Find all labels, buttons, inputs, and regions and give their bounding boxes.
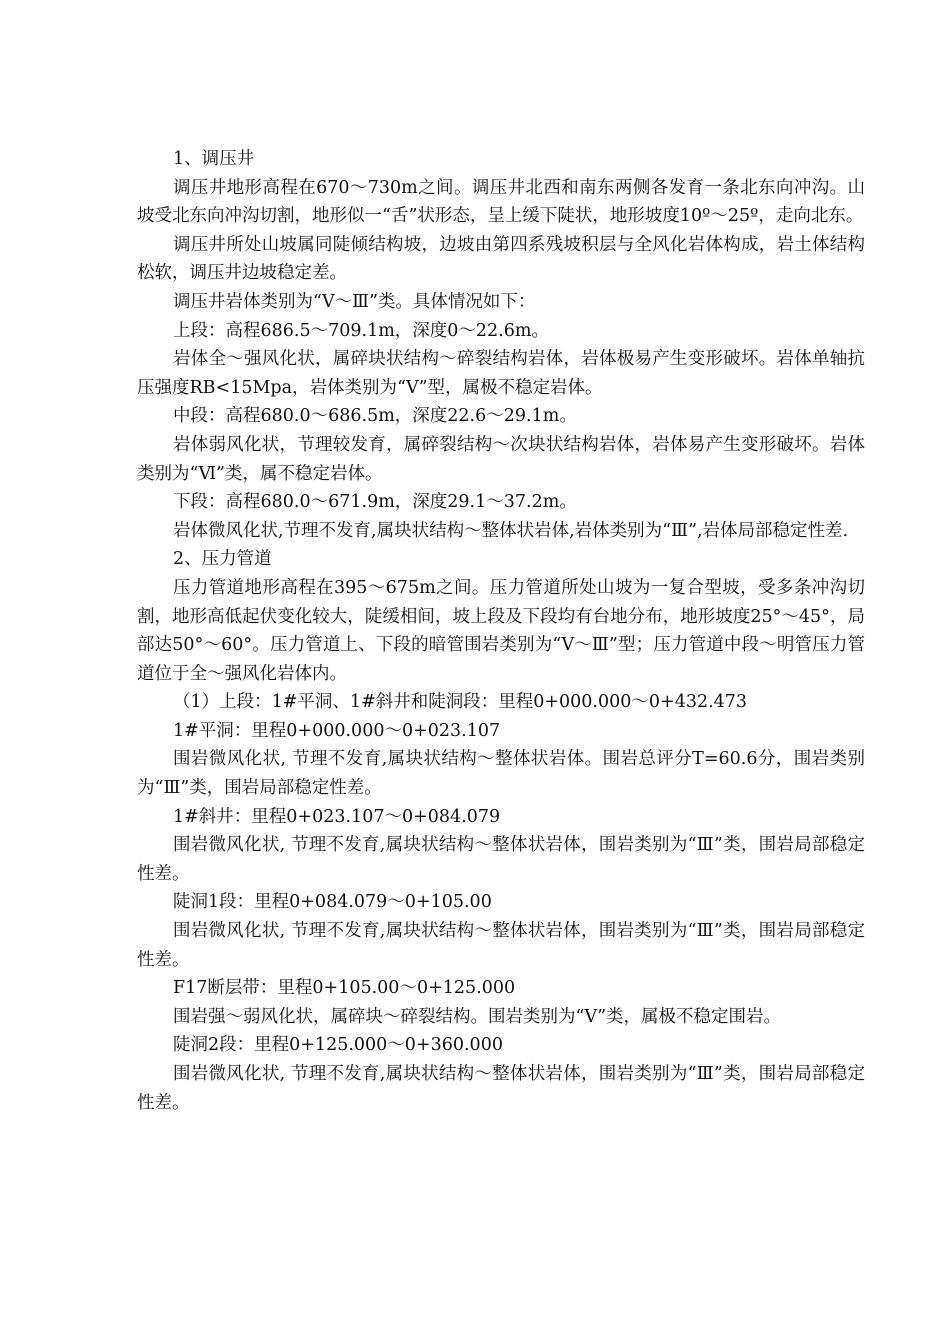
paragraph-lower-segment-desc: 岩体微风化状,节理不发育,属块状结构～整体状岩体,岩体类别为“Ⅲ”,岩体局部稳定性差. — [173, 520, 849, 541]
paragraph-surge-shaft-rock-class: 调压井岩体类别为“Ⅴ～Ⅲ”类。具体情况如下： — [173, 291, 536, 312]
paragraph-steep-tunnel-1-desc: 围岩微风化状, 节理不发育,属块状结构～整体状岩体，围岩类别为“Ⅲ”类，围岩局部稳定性差。 — [137, 921, 865, 970]
paragraph-lower-segment: 下段：高程680.0～671.9m，深度29.1～37.2m。 — [173, 492, 577, 513]
paragraph-upper-segment: 上段：高程686.5～709.1m，深度0～22.6m。 — [173, 320, 549, 341]
paragraph-fault-f17-desc: 围岩强～弱风化状，属碎块～碎裂结构。围岩类别为“Ⅴ”类，属极不稳定围岩。 — [173, 1006, 782, 1027]
paragraph-middle-segment-desc: 岩体弱风化状，节理较发育，属碎裂结构～次块状结构岩体，岩体易产生变形破坏。岩体类别为“Ⅵ”类，属不稳定岩体。 — [137, 434, 865, 484]
document-body — [137, 145, 865, 1117]
paragraph-steep-tunnel-2: 陡洞2段：里程0+125.000～0+360.000 — [173, 1035, 503, 1056]
paragraph-adit-1: 1#平洞：里程0+000.000～0+023.107 — [173, 720, 501, 741]
paragraph-upper-segment-desc: 岩体全～强风化状，属碎块状结构～碎裂结构岩体，岩体极易产生变形破坏。岩体单轴抗压强度RB<15Mpa，岩体类别为“Ⅴ”型，属极不稳定岩体。 — [137, 349, 865, 398]
section-heading-surge-shaft: 1、调压井 — [173, 149, 255, 169]
paragraph-surge-shaft-terrain: 调压井地形高程在670～730m之间。调压井北西和南东两侧各发育一条北东向冲沟。山坡受北东向冲沟切割，地形似一“舌”状形态，呈上缓下陡状，地形坡度10º～25º，走向北东。 — [137, 177, 865, 227]
section-heading-penstock: 2、压力管道 — [173, 549, 272, 570]
paragraph-inclined-shaft-1-desc: 围岩微风化状, 节理不发育,属块状结构～整体状岩体，围岩类别为“Ⅲ”类，围岩局部稳定性差。 — [137, 835, 865, 884]
paragraph-fault-f17: F17断层带：里程0+105.00～0+125.000 — [173, 978, 516, 999]
paragraph-middle-segment: 中段：高程680.0～686.5m，深度22.6～29.1m。 — [173, 406, 577, 427]
paragraph-penstock-terrain: 压力管道地形高程在395～675m之间。压力管道所处山坡为一复合型坡，受多条冲沟切割，地形高低起伏变化较大，陡缓相间，坡上段及下段均有台地分布，地形坡度25°～45°，局部达50°～60°。压力管道上、下段的暗管围岩类别为“Ⅴ～Ⅲ”型；压力管道中段～明管压力管道位于全～强风化岩体内。 — [137, 577, 865, 684]
paragraph-inclined-shaft-1: 1#斜井：里程0+023.107～0+084.079 — [173, 806, 501, 827]
paragraph-steep-tunnel-2-desc: 围岩微风化状, 节理不发育,属块状结构～整体状岩体，围岩类别为“Ⅲ”类，围岩局部稳定性差。 — [137, 1064, 865, 1113]
paragraph-surge-shaft-slope: 调压井所处山坡属同陡倾结构坡，边坡由第四系残坡积层与全风化岩体构成，岩土体结构松软，调压井边坡稳定差。 — [137, 234, 865, 284]
paragraph-penstock-upper: （1）上段：1#平洞、1#斜井和陡洞段：里程0+000.000～0+432.473 — [173, 692, 748, 713]
paragraph-steep-tunnel-1: 陡洞1段：里程0+084.079～0+105.00 — [173, 892, 492, 913]
paragraph-adit-1-desc: 围岩微风化状, 节理不发育,属块状结构～整体状岩体。围岩总评分T=60.6分，围岩类别为“Ⅲ”类，围岩局部稳定性差。 — [137, 749, 865, 799]
